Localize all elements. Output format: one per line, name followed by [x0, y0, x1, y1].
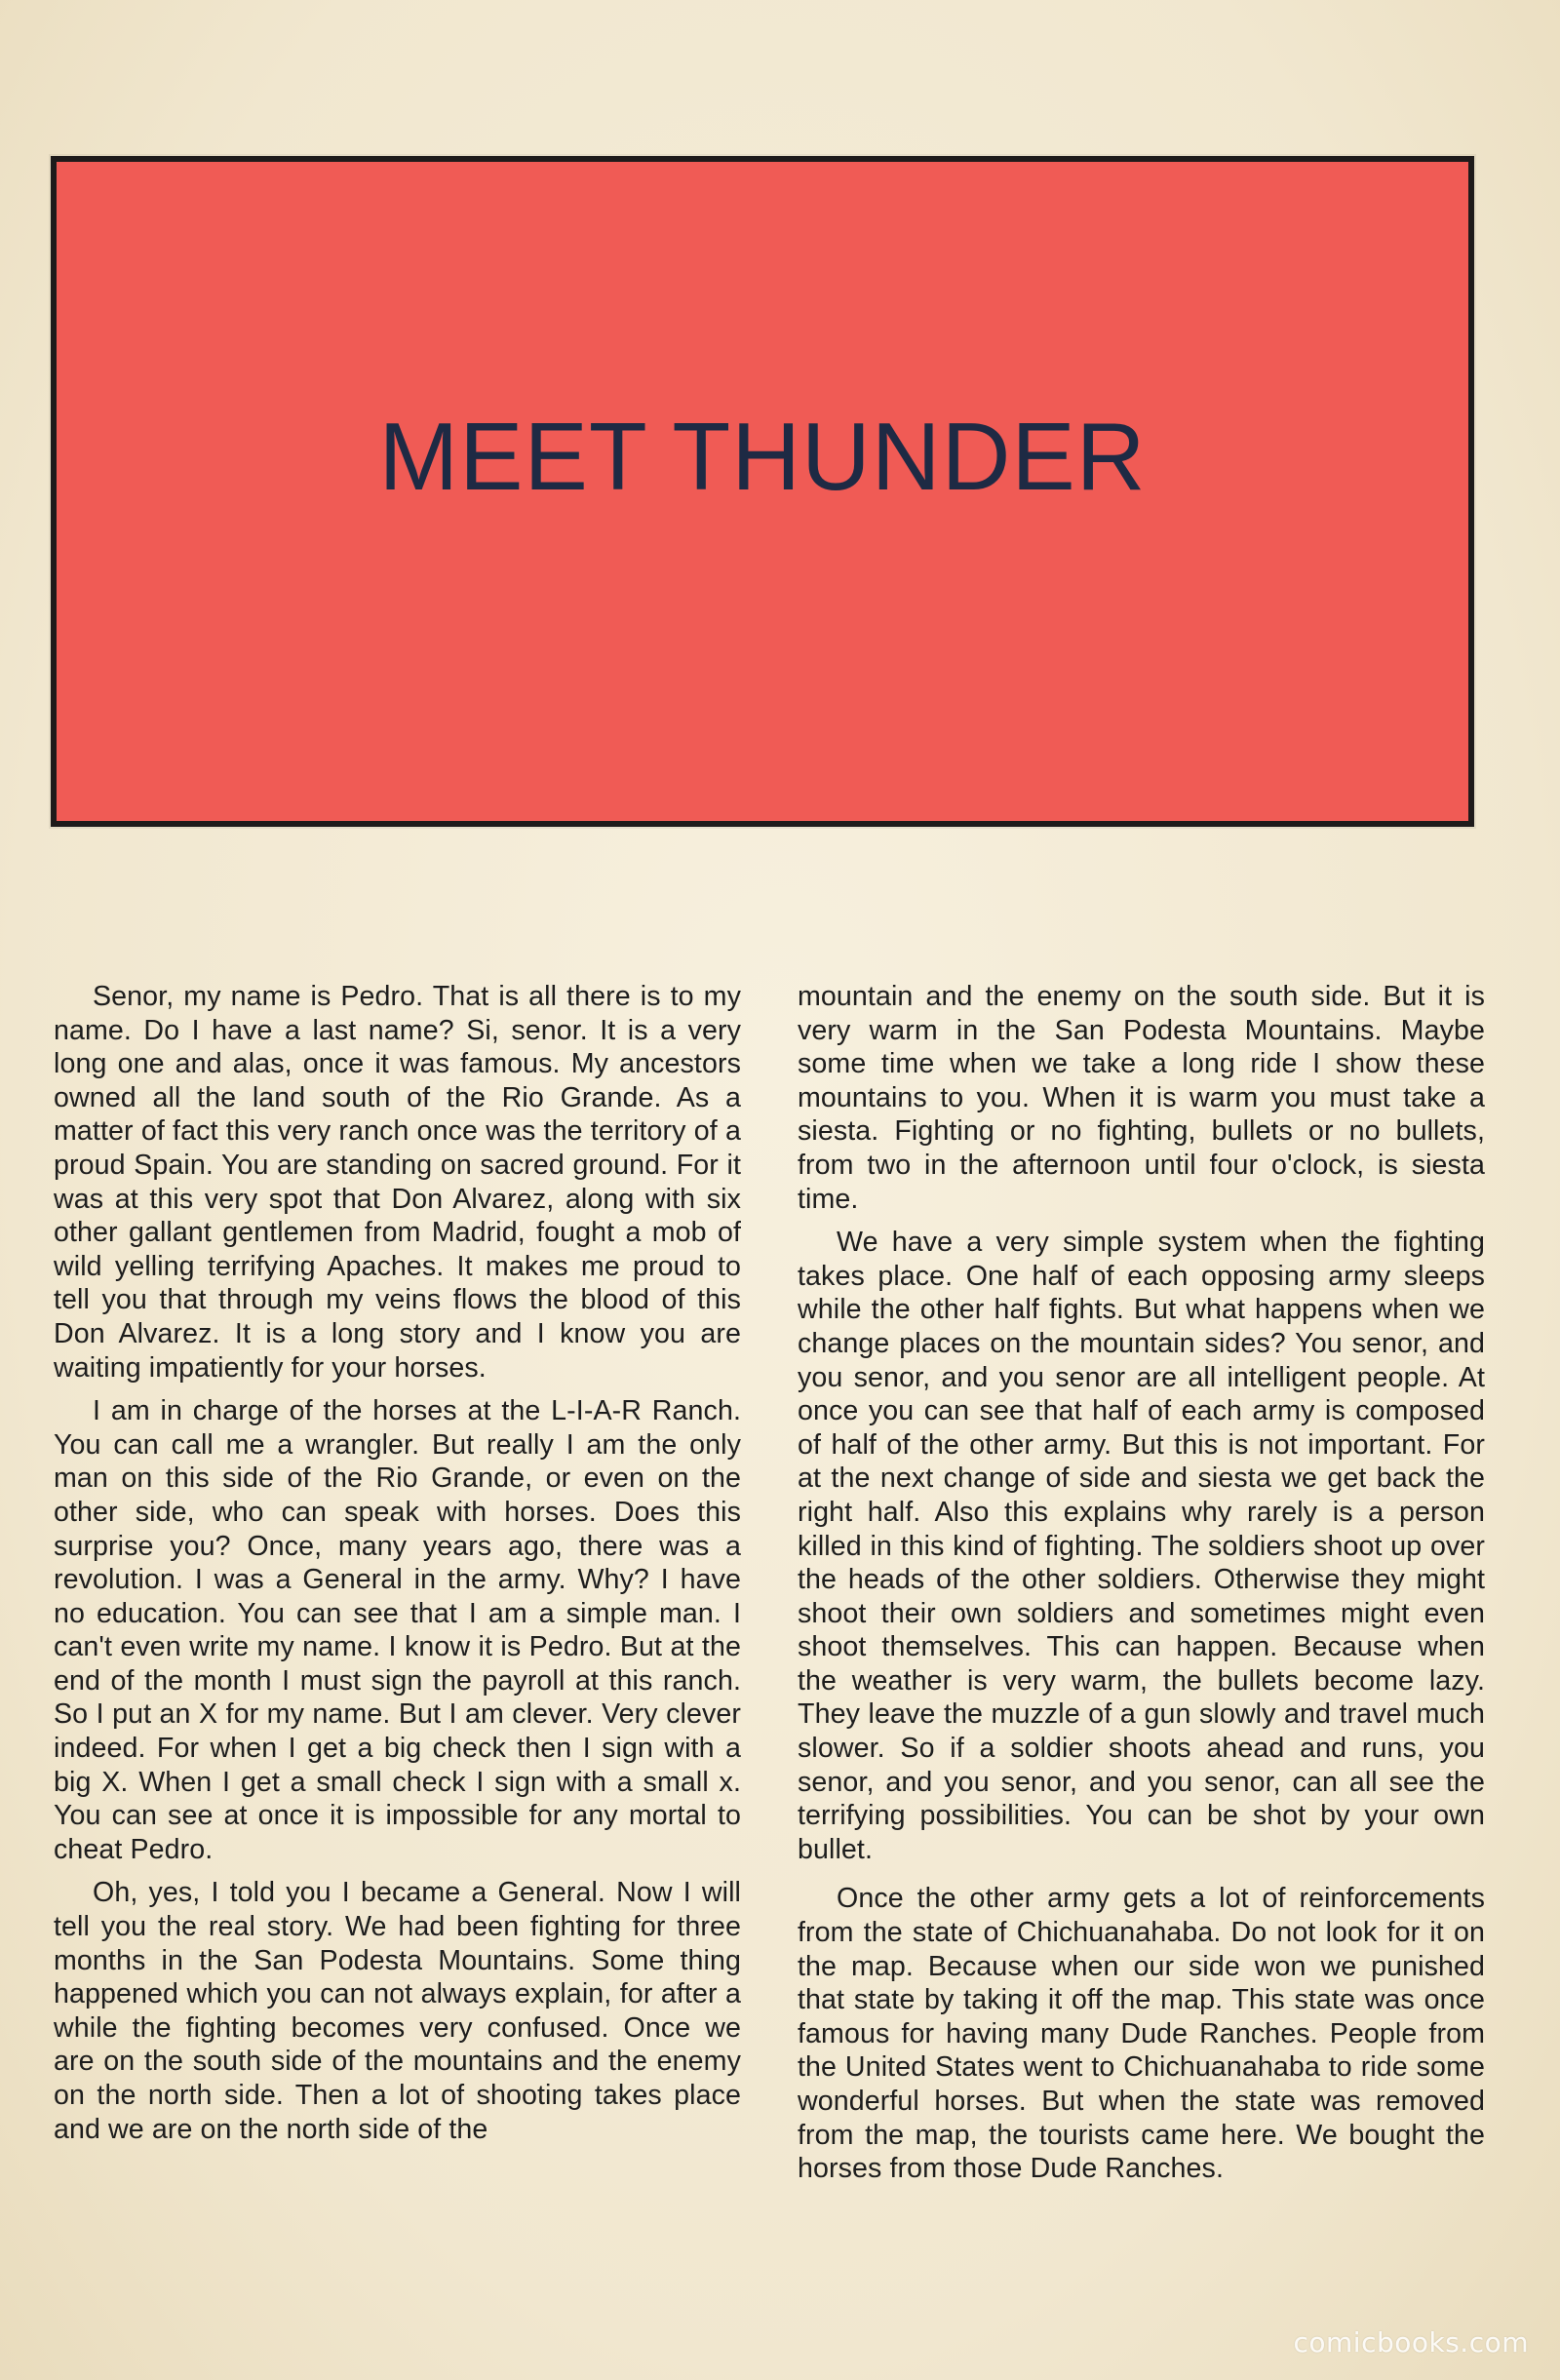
paragraph: Once the other army gets a lot of reinforcements from the state of Chichuanahaba. Do not look for it on the map. Because when our side won we punished that state by taking it off the map. This state was once famous for having many Dude Ranches. People from the United States went to Chichuanahaba to ride some wonderful horses. But when the state was removed from the map, the tourists came here. We bought the horses from those Dude Ranches. — [798, 1883, 1485, 2185]
left-text-column — [54, 980, 741, 2156]
page-title: MEET THUNDER — [378, 402, 1147, 510]
paragraph: Oh, yes, I told you I became a General. Now I will tell you the real story. We had been fighting for three months in the San Podesta Mountains. Some thing happened which you can not always explain, for after a while the fighting becomes very confused. Once we are on the south side of the mountains and the enemy on the north side. Then a lot of shooting takes place and we are on the north side of the — [54, 1877, 741, 2145]
right-text-column — [798, 980, 1485, 2196]
paragraph-continuation: mountain and the enemy on the south side. But it is very warm in the San Podesta Mountains. Maybe some time when we take a long ride I show these mountains to you. When it is warm you must take a siesta. Fighting or no fighting, bullets or no bullets, from two in the afternoon until four o'clock, is siesta time. — [798, 981, 1485, 1215]
paragraph: We have a very simple system when the fighting takes place. One half of each opposing army sleeps while the other half fights. But what happens when we change places on the mountain sides? You senor, and you senor, and you senor are all intelligent people. At once you can see that half of each army is composed of half of the other army. But this is not important. For at the next change of side and siesta we get back the right half. Also this explains why rarely is a person killed in this kind of fighting. The soldiers shoot up over the heads of the other soldiers. Otherwise they might shoot their own soldiers and sometimes might even shoot themselves. This can happen. Because when the weather is very warm, the bullets become lazy. They leave the muzzle of a gun slowly and travel much slower. So if a soldier shoots ahead and runs, you senor, and you senor, and you senor, can all see the terrifying possibilities. You can be shot by your own bullet. — [798, 1227, 1485, 1865]
watermark: comicbooks.com — [1293, 2326, 1529, 2359]
paragraph: I am in charge of the horses at the L-I-A-R Ranch. You can call me a wrangler. But really I am the only man on this side of the Rio Grande, or even on the other side, who can speak with horses. Does this surprise you? Once, many years ago, there was a revolution. I was a General in the army. Why? I have no education. You can see that I am a simple man. I can't even write my name. I know it is Pedro. But at the end of the month I must sign the payroll at this ranch. So I put an X for my name. But I am clever. Very clever indeed. For when I get a big check then I sign with a big X. When I get a small check I sign with a small x. You can see at once it is impossible for any mortal to cheat Pedro. — [54, 1395, 741, 1865]
title-panel — [51, 156, 1474, 827]
paragraph: Senor, my name is Pedro. That is all there is to my name. Do I have a last name? Si, senor. It is a very long one and alas, once it was famous. My ancestors owned all the land south of the Rio Grande. As a matter of fact this very ranch once was the territory of a proud Spain. You are standing on sacred ground. For it was at this very spot that Don Alvarez, along with six other gallant gentlemen from Madrid, fought a mob of wild yelling terrifying Apaches. It makes me proud to tell you that through my veins flows the blood of this Don Alvarez. It is a long story and I know you are waiting impatiently for your horses. — [54, 981, 741, 1384]
